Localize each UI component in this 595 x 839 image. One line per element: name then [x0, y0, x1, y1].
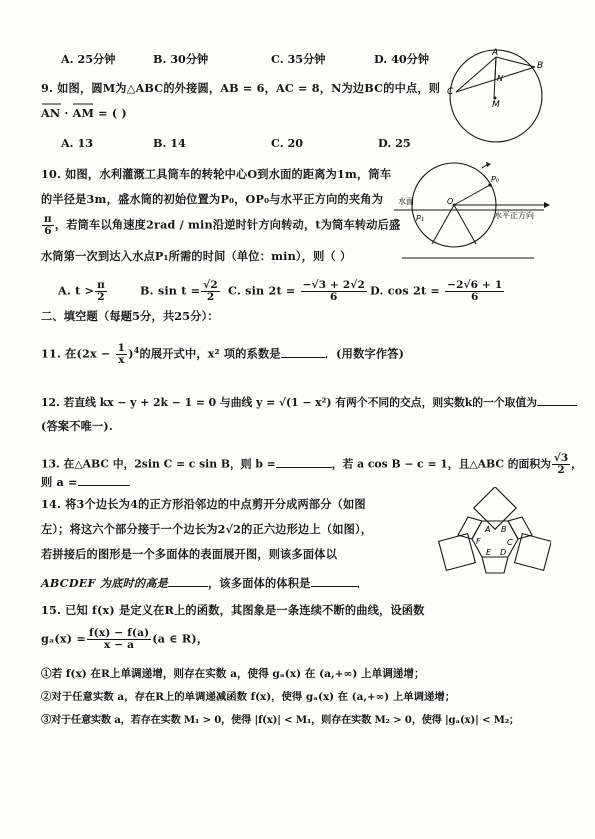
q12-answer-blank[interactable] — [537, 393, 577, 406]
q8-option-b: B. 30分钟 — [153, 52, 209, 66]
q14-label-b: B — [501, 525, 507, 534]
q9-label-n: N — [497, 74, 503, 83]
q15-statement-1: ①若 f(x) 在R上单调递增，则存在实数 a，使得 gₐ(x) 在 (a,+∞) 上单调递增； — [41, 668, 425, 680]
q14-label-a: A — [485, 525, 491, 534]
q10-stem-3: ，若筒车以角速度2rad / min沿逆时针方向转动，t为筒车转动后盛 — [54, 217, 401, 232]
q14-stem-3: 若拼接后的图形是一个多面体的表面展开图，则该多面体以 — [41, 547, 338, 561]
q9-label-a: A — [492, 48, 499, 58]
q10-stem-4: 水筒第一次到达入水点P₁所需的时间（单位：min），则（ ） — [41, 249, 352, 263]
q10-label-p0: P₀ — [491, 175, 500, 184]
q14-label-f: F — [476, 537, 481, 546]
q14-stem-2: 左）；将这六个部分接于一个边长为2√2的正六边形边上（如图）， — [41, 522, 373, 536]
section-fill-in-heading: 二、填空题（每题5分，共25分）： — [41, 309, 219, 323]
q9-vector-arrows — [41, 100, 107, 106]
q14-stem-4: ABCDEF 为底时的高是 ，该多面体的体积是 ． — [41, 576, 368, 590]
q15-statement-2: ②对于任意实数 a，存在R上的单调递减函数 f(x)，使得 gₐ(x) 在 (a,+∞) 上单调递增； — [41, 691, 456, 703]
q14-label-d: D — [500, 548, 507, 557]
q14-stem-1: 14. 将3个边长为4的正方形沿邻边的中点剪开分成两部分（如图 — [41, 497, 366, 511]
q9-option-b: B. 14 — [153, 136, 186, 150]
q9-expression: AN · AM = ( ) — [41, 106, 127, 120]
q10-waterwheel-figure — [394, 160, 554, 265]
q13-answer-blank-a[interactable] — [78, 473, 130, 486]
q9-label-m: M — [492, 100, 500, 110]
q9-label-b: B — [537, 61, 544, 71]
q8-option-a: A. 25分钟 — [61, 52, 116, 66]
q14-answer-blank-height[interactable] — [168, 574, 208, 587]
q10-stem-1: 10. 如图，水利灌溉工具筒车的转轮中心O到水面的距离为1m，筒车 — [41, 167, 392, 181]
q14-label-c: C — [507, 538, 513, 547]
q10-angle-fraction: $\frac{\pi}{6}$ — [44, 213, 52, 237]
q15-definition: gₐ(x) = $\frac{f(x) - f(a)}{x - a}$ (a ∈ R)， — [41, 627, 209, 651]
q13-stem: 13. 在△ABC 中，2sin C = c sin B，则 b = ，若 a cos B − c = 1，且△ABC 的面积为 $\frac{√3}{2}$ ， — [41, 452, 582, 476]
q8-option-c: C. 35分钟 — [271, 52, 326, 66]
q9-option-d: D. 25 — [378, 136, 411, 150]
q10-label-p1: P₁ — [416, 214, 425, 223]
q10-label-o: O — [447, 197, 454, 206]
q10-option-b: B. sin t = $\frac{√2}{2}$ — [140, 279, 218, 303]
q9-circle-figure — [440, 40, 550, 150]
q11-stem: 11. 在(2x − $\frac{1}{x}$ )$^4$的展开式中，x² 项的系数是 ．(用数字作答) — [41, 342, 405, 367]
q15-statement-3: ③对于任意实数 a，若存在实数 M₁ > 0，使得 |f(x)| < M₁，则存在实数 M₂ > 0，使得 |gₐ(x)| < M₂； — [41, 714, 519, 726]
q10-option-a: A. t > $\frac{\pi}{2}$ — [58, 279, 105, 303]
q10-stem-2: 的半径是3m，盛水筒的初始位置为P₀，OP₀与水平正方向的夹角为 — [41, 192, 384, 206]
q8-option-d: D. 40分钟 — [374, 52, 430, 66]
q11-answer-blank[interactable] — [281, 345, 325, 358]
q14-label-e: E — [486, 548, 492, 557]
q15-stem: 15. 已知 f(x) 是定义在R上的函数，其图象是一条连续不断的曲线，设函数 — [41, 603, 425, 617]
q10-label-water: 水面 — [398, 197, 414, 206]
q10-option-c: C. sin 2t = $\frac{-√3 + 2√2}{6}$ — [228, 279, 366, 303]
q12-stem: 12. 若直线 kx − y + 2k − 1 = 0 与曲线 y = √(1 − x²) 有两个不同的交点，则实数k的一个取值为 — [41, 393, 577, 411]
q13-stem-2: 则 a = — [41, 473, 130, 490]
q9-option-c: C. 20 — [271, 136, 304, 150]
q14-answer-blank-volume[interactable] — [311, 574, 357, 587]
q10-option-d: D. cos 2t = $\frac{-2√6 + 1}{6}$ — [370, 279, 503, 303]
q9-label-c: C — [447, 87, 454, 97]
q9-option-a: A. 13 — [61, 136, 94, 150]
q13-answer-blank-b[interactable] — [276, 455, 332, 468]
q12-note: (答案不唯一). — [41, 419, 114, 433]
q9-stem: 9. 如图，圆M为△ABC的外接圆，AB = 6，AC = 8，N为边BC的中点，则 — [41, 81, 441, 95]
q14-polyhedron-net-figure — [436, 487, 551, 592]
q10-label-horizontal: 水平正方向 — [494, 211, 534, 220]
